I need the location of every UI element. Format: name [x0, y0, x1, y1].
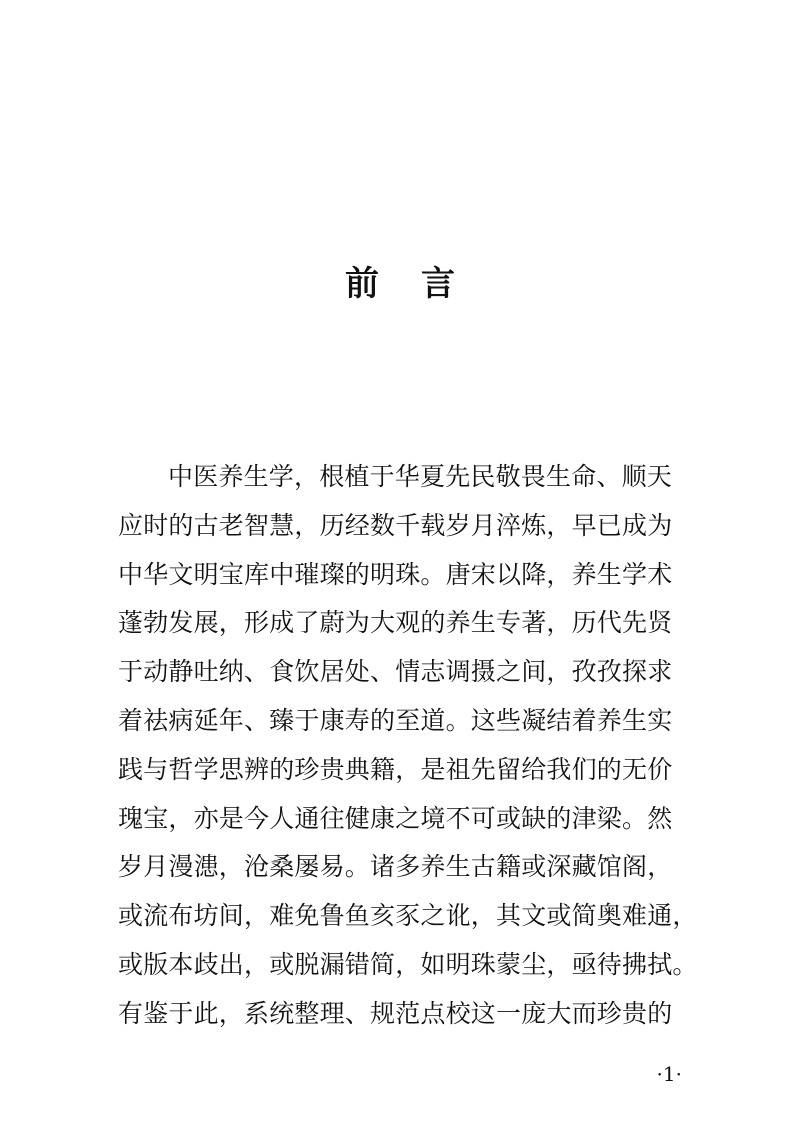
text-line: 或流布坊间，难免鲁鱼亥豕之讹，其文或简奥难通， — [118, 901, 698, 931]
page-title — [0, 262, 800, 306]
title-char-1: 前 — [345, 264, 379, 304]
text-line: 瑰宝，亦是今人通往健康之境不可或缺的津梁。然 — [118, 803, 673, 833]
text-line: 中华文明宝库中璀璨的明珠。唐宋以降，养生学术 — [118, 559, 673, 589]
text-line: 应时的古老智慧，历经数千载岁月淬炼，早已成为 — [118, 510, 673, 540]
text-line: 着祛病延年、臻于康寿的至道。这些凝结着养生实 — [118, 705, 673, 735]
page-number: ·1· — [656, 1062, 682, 1086]
text-line: 岁月漫漶，沧桑屡易。诸多养生古籍或深藏馆阁， — [118, 852, 673, 882]
text-line: 或版本歧出，或脱漏错简，如明珠蒙尘，亟待拂拭。 — [118, 949, 698, 979]
text-line: 践与哲学思辨的珍贵典籍，是祖先留给我们的无价 — [118, 754, 673, 784]
title-char-2: 言 — [421, 264, 455, 304]
text-line: 中医养生学，根植于华夏先民敬畏生命、顺天 — [168, 462, 673, 491]
text-line: 蓬勃发展，形成了蔚为大观的养生专著，历代先贤 — [118, 608, 673, 638]
preface-paragraph — [118, 453, 698, 1039]
text-line: 有鉴于此，系统整理、规范点校这一庞大而珍贵的 — [118, 998, 673, 1028]
text-line: 于动静吐纳、食饮居处、情志调摄之间，孜孜探求 — [118, 657, 673, 687]
